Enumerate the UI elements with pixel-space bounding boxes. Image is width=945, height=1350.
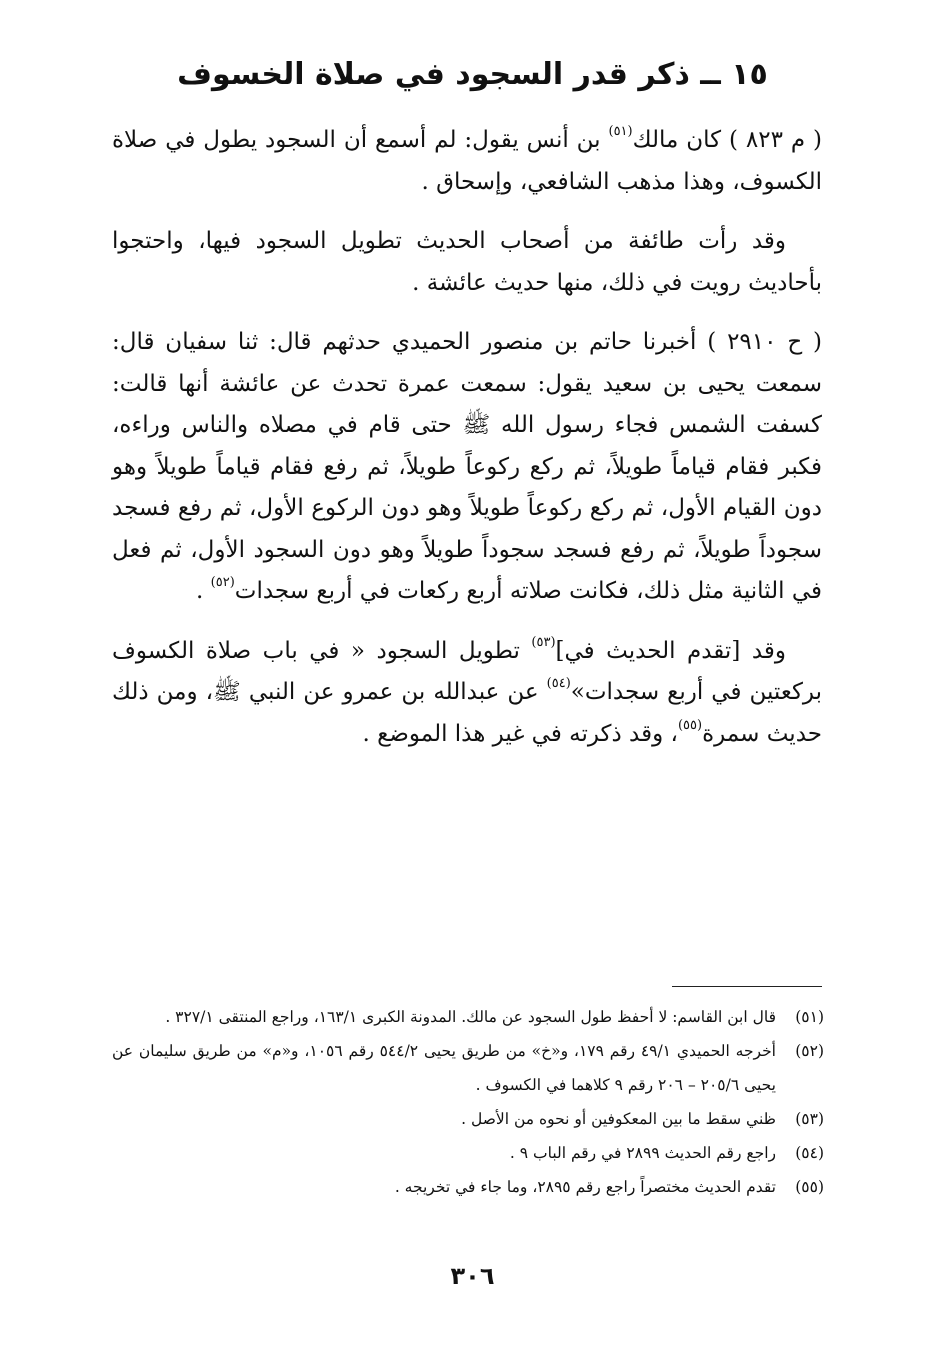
paragraph-text: ، وقد ذكرته في غير هذا الموضع . xyxy=(362,720,678,747)
paragraph-text: وقد [تقدم الحديث في] xyxy=(555,637,786,664)
paragraph-text: عن عبدالله بن عمرو عن النبي ﷺ، ومن ذلك حديث سمرة xyxy=(112,679,822,747)
footnote-text: تقدم الحديث مختصراً راجع رقم ٢٨٩٥، وما جاء في تخريجه . xyxy=(394,1178,776,1196)
footnote-reference: (٥١) xyxy=(608,124,633,139)
footnote-separator xyxy=(672,986,822,987)
page-number: ٣٠٦ xyxy=(450,1262,495,1290)
footnote xyxy=(112,1170,824,1204)
footnote xyxy=(112,1136,824,1170)
footnote-reference: (٥٥) xyxy=(677,717,703,733)
footnote-text: أخرجه الحميدي ٤٩/١ رقم ١٧٩، و«خ» من طريق يحيى ٥٤٤/٢ رقم ١٠٥٦، و«م» من طريق سليمان عن يحيى ٢٠٥/٦ – ٢٠٦ رقم ٩ كلاهما في الكسوف . xyxy=(112,1042,776,1094)
paragraph-text: . xyxy=(196,578,211,604)
footnote-number: (٥٥) xyxy=(795,1178,824,1196)
footnote xyxy=(112,1102,824,1136)
footnote-number: (٥٣) xyxy=(795,1110,824,1128)
paragraph xyxy=(112,221,822,304)
paragraph-text: تطويل السجود « في باب صلاة الكسوف بركعتين في أربع سجدات» xyxy=(112,637,822,705)
footnote-text: ظني سقط ما بين المعكوفين أو نحوه من الأصل . xyxy=(461,1110,776,1128)
paragraph-text: ( م ٨٢٣ ) كان مالك xyxy=(632,127,822,153)
paragraph xyxy=(112,120,822,203)
footnote-number: (٥١) xyxy=(795,1008,824,1026)
footnote xyxy=(112,1034,824,1102)
paragraph-text: بن أنس يقول: لم أسمع أن السجود يطول في صلاة الكسوف، وهذا مذهب الشافعي، وإسحاق . xyxy=(112,127,822,195)
footnote xyxy=(112,1000,824,1034)
paragraph xyxy=(112,631,822,756)
paragraph-text: ( ح ٢٩١٠ ) أخبرنا حاتم بن منصور الحميدي حدثهم قال: ثنا سفيان قال: سمعت يحيى بن سعيد يقول: سمعت عمرة تحدث عن عائشة أنها قالت: كسفت الشمس فجاء رسول الله ﷺ حتى قام في مصلاه والناس وراءه، فكبر فقام قياماً طويلاً، ثم ركع ركوعاً طويلاً، ثم رفع فقام قياماً طويلاً وهو دون القيام الأول، ثم ركع ركوعاً طويلاً وهو دون الركوع الأول، ثم رفع فسجد سجوداً طويلاً، ثم رفع فسجد سجوداً طويلاً وهو دون السجود الأول، ثم فعل في الثانية مثل ذلك، فكانت صلاته أربع ركعات في أربع سجدات xyxy=(112,329,822,604)
section-heading: ١٥ ــ ذكر قدر السجود في صلاة الخسوف xyxy=(177,57,768,92)
paragraph-text: وقد رأت طائفة من أصحاب الحديث تطويل السجود فيها، واحتجوا بأحاديث رويت في ذلك، منها حديث عائشة . xyxy=(112,228,822,296)
main-text xyxy=(112,120,822,773)
footnote-text: راجع رقم الحديث ٢٨٩٩ في رقم الباب ٩ . xyxy=(509,1144,776,1162)
footnote-reference: (٥٢) xyxy=(210,575,235,590)
footnote-reference: (٥٤) xyxy=(546,676,571,691)
footnote-number: (٥٢) xyxy=(795,1042,824,1060)
paragraph xyxy=(112,322,822,613)
footnote-text: قال ابن القاسم: لا أحفظ طول السجود عن مالك. المدونة الكبرى ١٦٣/١، وراجع المنتقى ٣٢٧/١ . xyxy=(165,1008,776,1026)
footnotes xyxy=(112,1000,824,1204)
footnote-number: (٥٤) xyxy=(795,1144,824,1162)
footnote-reference: (٥٣) xyxy=(531,634,556,650)
